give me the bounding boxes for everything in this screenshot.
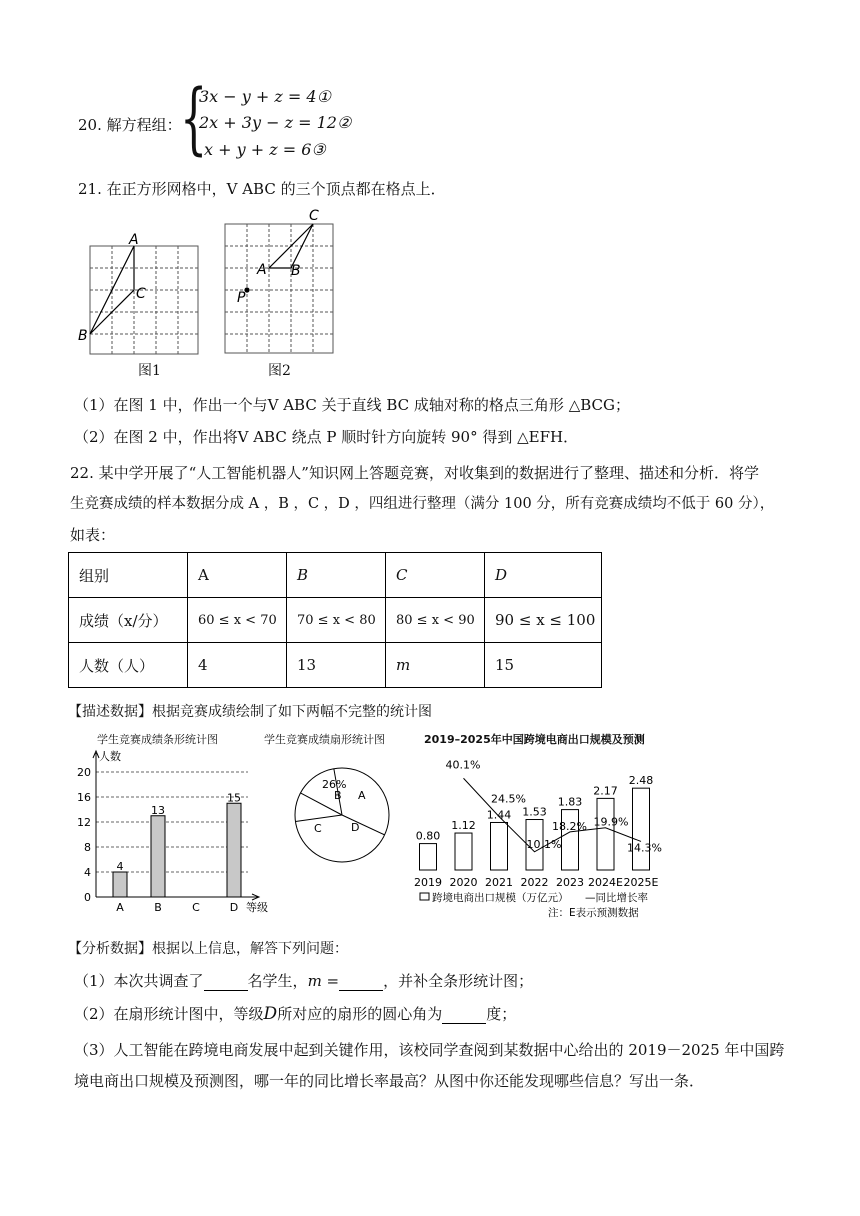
table-cell: 60 ≤ x < 70 xyxy=(188,598,287,643)
ecom-bar xyxy=(562,810,579,870)
label-a-fig1: A xyxy=(129,232,139,248)
y-tick-label: 16 xyxy=(77,791,91,804)
table-cell: A xyxy=(188,553,287,598)
growth-rate-label: 10.1% xyxy=(526,837,562,851)
q22-stem-line3: 如表： xyxy=(70,526,116,544)
q22-stem-line2: 生竞赛成绩的样本数据分成 A ，B ，C ，D ，四组进行整理（满分 100 分，所有竞赛成绩均不低于 60 分）， xyxy=(70,496,775,512)
q20-label: 20. 解方程组： xyxy=(78,116,182,134)
score-table xyxy=(68,552,602,688)
ecom-bar-value: 1.12 xyxy=(451,819,476,833)
table-row xyxy=(69,598,602,643)
legend-line-label: —同比增长率 xyxy=(585,892,648,904)
bar-chart-title: 学生竞赛成绩条形统计图 xyxy=(97,733,218,746)
growth-rate-label: 18.2% xyxy=(552,819,587,833)
table-cell: 成绩（x/分） xyxy=(69,598,188,643)
ecom-x-label: 2024E xyxy=(588,876,623,889)
y-axis-label: 人数 xyxy=(99,750,121,763)
score-bar-chart xyxy=(68,745,268,915)
bar xyxy=(151,816,165,897)
ecommerce-chart-title: 2019–2025年中国跨境电商出口规模及预测 xyxy=(424,733,645,746)
pie-slice-label: C xyxy=(314,822,322,835)
x-tick-label: D xyxy=(229,901,239,914)
legend-bar-swatch xyxy=(420,893,429,900)
table-cell: B xyxy=(287,553,386,598)
q22-part1-m: m = xyxy=(307,972,340,990)
bar-value-label: 13 xyxy=(151,803,165,817)
growth-rate-label: 19.9% xyxy=(593,815,629,829)
table-cell: 90 ≤ x ≤ 100 xyxy=(485,598,602,643)
table-cell: m xyxy=(386,643,485,688)
ecom-bar-value: 2.48 xyxy=(628,774,654,788)
q22-part2-text-c: 所对应的扇形的圆心角为 xyxy=(277,1005,443,1023)
figure-2-caption: 图2 xyxy=(268,363,291,379)
q22-part1-text-a: （1）本次共调查了 xyxy=(74,972,204,990)
q22-stem-line1: 22. 某中学开展了“人工智能机器人”知识网上答题竞赛，对收集到的数据进行了整理、描述和分析．将学 xyxy=(70,464,759,482)
analyze-data-heading: 【分析数据】根据以上信息，解答下列问题： xyxy=(68,941,348,957)
table-cell: 13 xyxy=(287,643,386,688)
table-cell: D xyxy=(485,553,602,598)
q22-part1-text-d: ，并补全条形统计图； xyxy=(383,972,534,990)
x-tick-label: A xyxy=(116,901,124,914)
label-a-fig2: A xyxy=(257,262,267,278)
pie-slice-edge xyxy=(342,815,385,835)
growth-rate-label: 14.3% xyxy=(627,841,662,855)
figure-1-caption: 图1 xyxy=(138,363,161,379)
ecommerce-chart xyxy=(408,748,678,920)
pie-slice-label: A xyxy=(358,789,366,802)
pie-slice-percent: 26% xyxy=(322,778,347,791)
ecom-x-label: 2022 xyxy=(520,876,549,889)
label-c-fig1: C xyxy=(136,286,146,302)
table-cell: 4 xyxy=(188,643,287,688)
table-cell: 70 ≤ x < 80 xyxy=(287,598,386,643)
ecom-bar-value: 1.83 xyxy=(557,795,583,809)
x-tick-label: B xyxy=(154,901,162,914)
ecom-x-label: 2020 xyxy=(449,876,478,889)
q22-part2-text-d: 度； xyxy=(486,1005,517,1023)
ecom-bar xyxy=(455,833,472,870)
equation-brace: { xyxy=(180,74,208,164)
q22-part3-line2: 境电商出口规模及预测图，哪一年的同比增长率最高？从图中你还能发现哪些信息？写出一条． xyxy=(74,1072,705,1090)
label-c-fig2: C xyxy=(309,208,319,224)
figure-2-grid xyxy=(215,205,345,357)
legend-bar-label: 跨境电商出口规模（万亿元） xyxy=(432,892,569,904)
pie-slice-label: B xyxy=(334,789,342,802)
table-cell: C xyxy=(386,553,485,598)
bar xyxy=(113,872,127,897)
table-row xyxy=(69,643,602,688)
equation-1: 3x − y + z = 4① xyxy=(199,87,331,106)
y-tick-label: 4 xyxy=(84,866,91,879)
ecom-bar xyxy=(420,844,437,870)
pie-chart-title: 学生竞赛成绩扇形统计图 xyxy=(264,733,385,746)
ecom-bar xyxy=(597,798,614,870)
score-pie-chart xyxy=(290,762,400,872)
figure-1-grid xyxy=(72,228,212,360)
q22-part1 xyxy=(74,970,533,991)
q21-part2: （2）在图 2 中，作出将V ABC 绕点 P 顺时针方向旋转 90° 得到 △EFH． xyxy=(74,428,579,446)
table-cell: 15 xyxy=(485,643,602,688)
label-b-fig2: B xyxy=(291,263,301,279)
q22-part3-line1: （3）人工智能在跨境电商发展中起到关键作用，该校同学查阅到某数据中心给出的 2019－2025 年中国跨 xyxy=(74,1041,785,1059)
ecom-bar xyxy=(633,788,650,870)
growth-rate-label: 24.5% xyxy=(491,792,526,806)
ecom-bar-value: 0.80 xyxy=(415,829,441,843)
ecom-x-label: 2021 xyxy=(485,876,513,889)
y-tick-label: 12 xyxy=(77,816,91,829)
pie-slice-edge xyxy=(295,815,342,822)
label-b-fig1: B xyxy=(78,328,88,344)
table-cell: 人数（人） xyxy=(69,643,188,688)
x-axis-label: 等级 xyxy=(246,901,268,914)
y-tick-label: 0 xyxy=(84,891,91,904)
ecom-bar-value: 1.44 xyxy=(486,808,512,822)
q21-part1: （1）在图 1 中，作出一个与V ABC 关于直线 BC 成轴对称的格点三角形 △BCG； xyxy=(74,396,630,414)
table-row xyxy=(69,553,602,598)
q22-part1-text-b: 名学生， xyxy=(247,972,308,990)
pie-slice-label: D xyxy=(351,821,360,834)
answer-blank-m[interactable] xyxy=(339,972,383,991)
grid-lines-2 xyxy=(225,224,333,353)
table-cell: 组别 xyxy=(69,553,188,598)
bar-value-label: 15 xyxy=(227,791,241,805)
chart-note: 注：E表示预测数据 xyxy=(548,907,639,919)
bar xyxy=(227,803,241,897)
ecom-x-label: 2023 xyxy=(556,876,584,889)
equation-2: 2x + 3y − z = 12② xyxy=(199,113,352,132)
table-cell: 80 ≤ x < 90 xyxy=(386,598,485,643)
q22-part2-text-a: （2）在扇形统计图中，等级 xyxy=(74,1005,264,1023)
ecom-bar-value: 2.17 xyxy=(593,784,618,798)
growth-rate-label: 40.1% xyxy=(445,758,481,772)
ecom-bar-value: 1.53 xyxy=(522,805,547,819)
answer-blank-angle[interactable] xyxy=(442,1005,486,1024)
q22-part2 xyxy=(74,1003,516,1024)
ecom-bar xyxy=(491,822,508,870)
x-tick-label: C xyxy=(192,901,200,914)
describe-data-heading: 【描述数据】根据竞赛成绩绘制了如下两幅不完整的统计图 xyxy=(68,704,432,720)
q22-part2-d: D xyxy=(263,1004,278,1024)
q21-stem: 21. 在正方形网格中，V ABC 的三个顶点都在格点上． xyxy=(78,180,446,198)
equation-3: x + y + z = 6③ xyxy=(204,140,326,159)
bar-value-label: 4 xyxy=(116,860,124,873)
y-tick-label: 8 xyxy=(84,841,91,854)
ecom-x-label: 2019 xyxy=(414,876,442,889)
answer-blank-total[interactable] xyxy=(204,972,248,991)
label-p-fig2: P xyxy=(237,290,246,306)
ecom-x-label: 2025E xyxy=(623,876,659,889)
y-tick-label: 20 xyxy=(77,766,91,779)
